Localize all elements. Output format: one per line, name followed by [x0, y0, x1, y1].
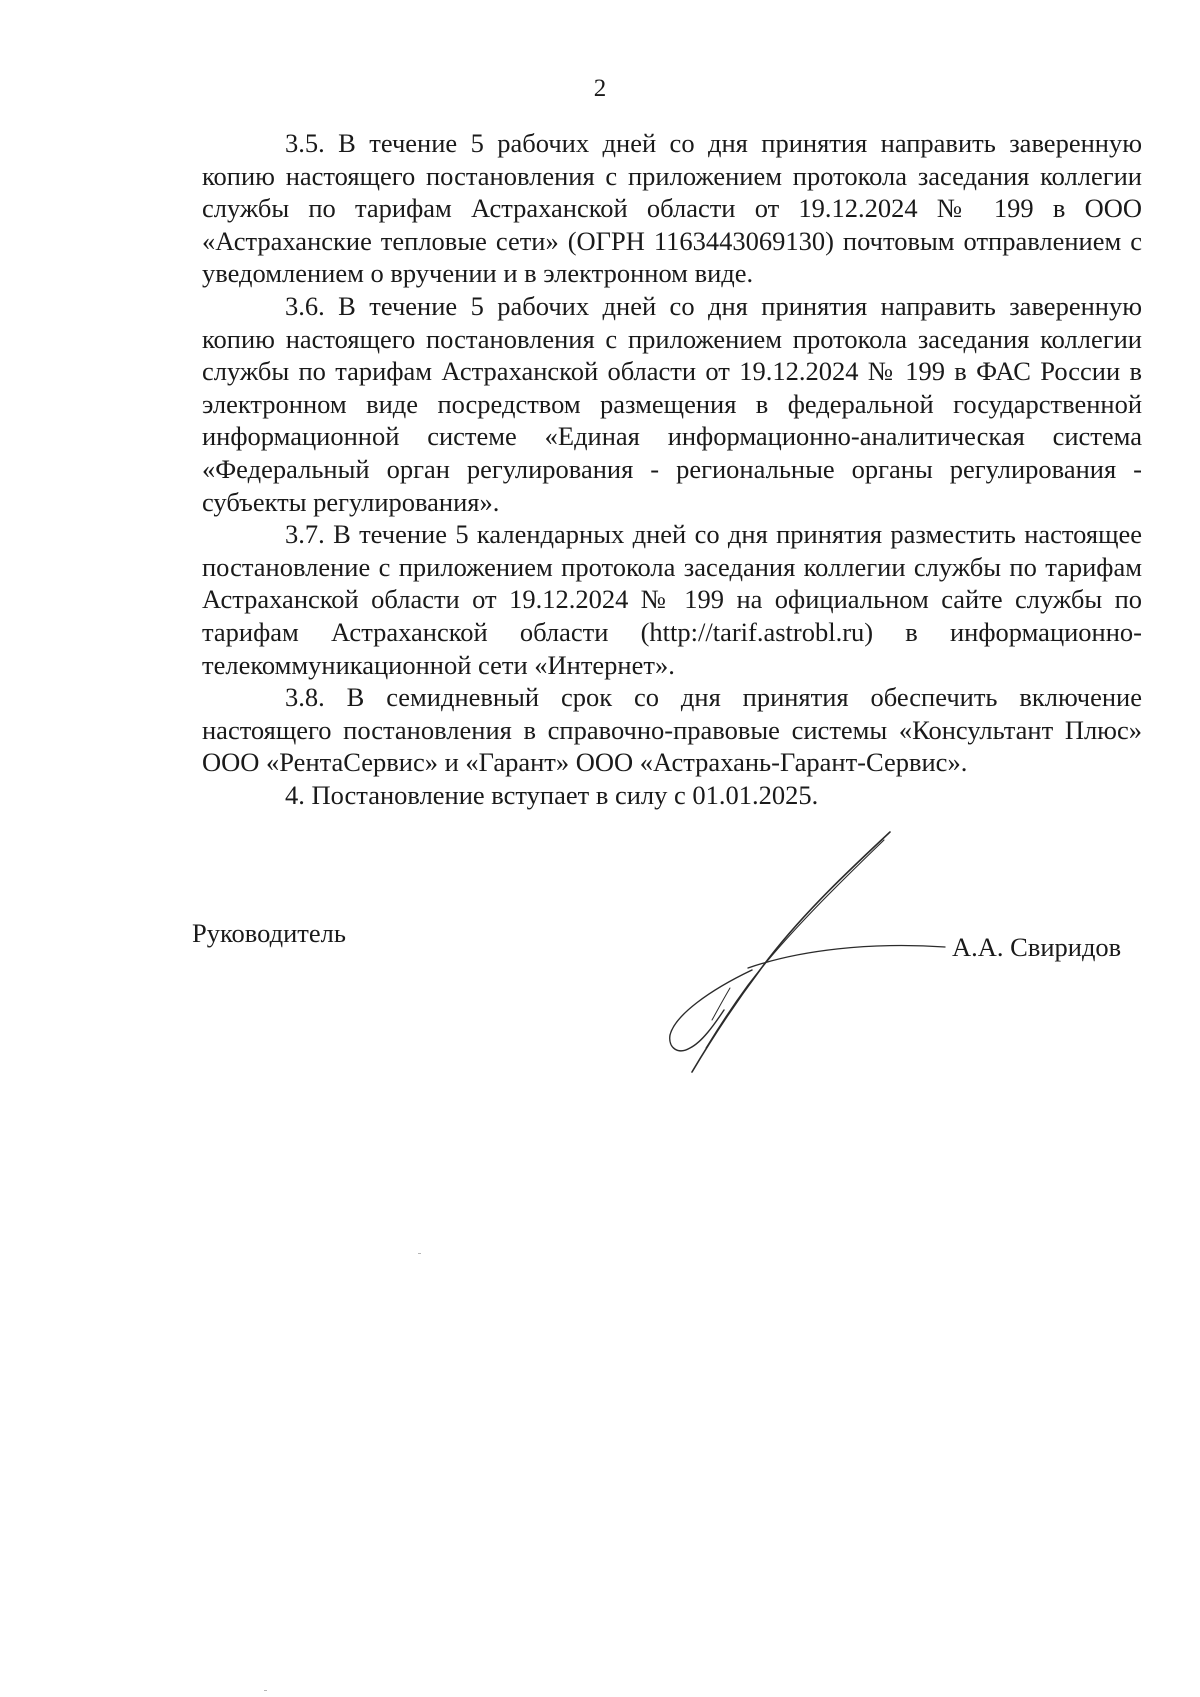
page-number: 2 — [593, 75, 607, 102]
handwritten-signature — [640, 820, 960, 1080]
paragraph-3-7: 3.7. В течение 5 календарных дней со дня принятия разместить настоящее постановление с приложением протокола заседания коллегии службы по тарифам Астраханской области от 19.12.2024 № 199 на официальном сайте службы по тарифам Астраханской области (http://tarif.astrobl.ru) в информационно-телекоммуникационной сети «Интернет». — [202, 519, 1142, 680]
signer-name: А.А. Свиридов — [952, 932, 1122, 962]
scan-artifact — [264, 1690, 267, 1691]
paragraph-4: 4. Постановление вступает в силу с 01.01.2025. — [285, 779, 819, 810]
signer-role: Руководитель — [192, 918, 346, 948]
paragraph-3-6: 3.6. В течение 5 рабочих дней со дня принятия направить заверенную копию настоящего постановления с приложением протокола заседания коллегии службы по тарифам Астраханской области от 19.12.2024 № 199 в ФАС России в электронном виде посредством размещения в федеральной государственной информационной системе «Единая информационно-аналитическая система «Федеральный орган регулирования - региональные органы регулирования - субъекты регулирования». — [202, 290, 1142, 517]
paragraph-3-8: 3.8. В семидневный срок со дня принятия обеспечить включение настоящего постановления в справочно-правовые системы «Консультант Плюс» ООО «РентаСервис» и «Гарант» ООО «Астрахань-Гарант-Сервис». — [202, 682, 1142, 778]
scan-artifact — [418, 1253, 421, 1254]
paragraph-3-5: 3.5. В течение 5 рабочих дней со дня принятия направить заверенную копию настоящего постановления с приложением протокола заседания коллегии службы по тарифам Астраханской области от 19.12.2024 № 199 в ООО «Астраханские тепловые сети» (ОГРН 1163443069130) почтовым отправлением с уведомлением о вручении и в электронном виде. — [202, 128, 1142, 289]
